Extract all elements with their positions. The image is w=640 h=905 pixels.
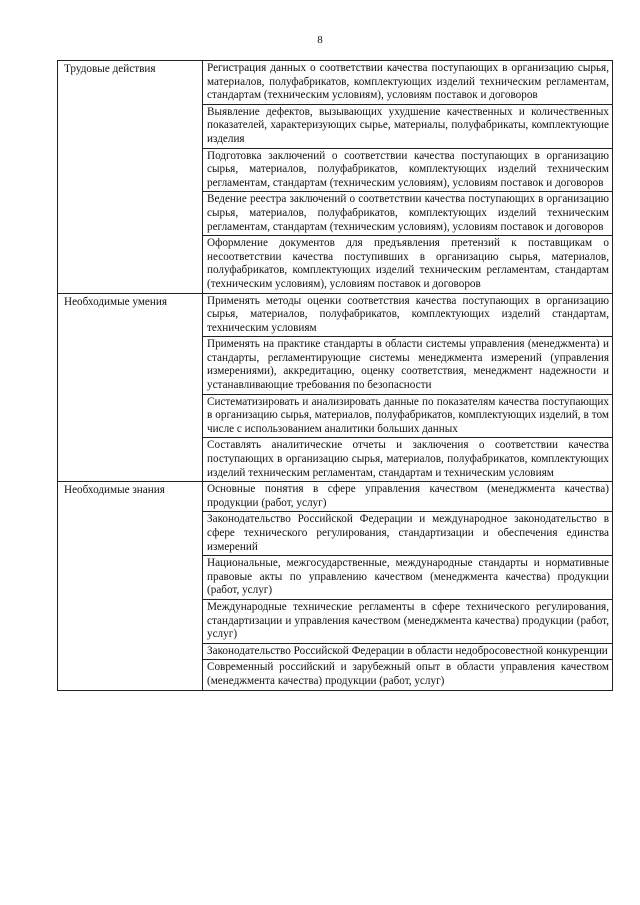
list-item: Регистрация данных о соответствии качества поступающих в организацию сырья, материалов, полуфабрикатов, комплектующих изделий техническим регламентам, стандартам (техническим условиям), условиям поставок и договоров (203, 61, 613, 105)
list-item: Основные понятия в сфере управления качеством (менеджмента качества) продукции (работ, услуг) (203, 482, 613, 512)
list-item: Составлять аналитические отчеты и заключения о соответствии качества поступающих в организацию сырья, материалов, полуфабрикатов, комплектующих изделий техническим регламентам, стандартам и техническим условиям (203, 438, 613, 482)
list-item: Подготовка заключений о соответствии качества поступающих в организацию сырья, материалов, полуфабрикатов, комплектующих изделий техническим регламентам, стандартам (техническим условиям), условиям поставок и договоров (203, 148, 613, 192)
list-item: Применять методы оценки соответствия качества поступающих в организацию сырья, материалов, полуфабрикатов, комплектующих изделий стандартам, техническим условиям (203, 293, 613, 337)
list-item: Оформление документов для предъявления претензий к поставщикам о несоответствии качества поступивших в организацию сырья, материалов, полуфабрикатов, комплектующих изделий техническим регламентам, стандартам (техническим условиям), условиям поставок и договоров (203, 236, 613, 293)
list-item: Национальные, межгосударственные, международные стандарты и нормативные правовые акты по управлению качеством (менеджмента качества) продукции (работ, услуг) (203, 556, 613, 600)
competency-table (57, 60, 613, 691)
list-item: Законодательство Российской Федерации в области недобросовестной конкуренции (203, 643, 613, 660)
list-item: Систематизировать и анализировать данные по показателям качества поступающих в организацию сырья, материалов, полуфабрикатов, комплектующих изделий, в том числе с использованием аналитики больших данных (203, 394, 613, 438)
list-item: Современный российский и зарубежный опыт в области управления качеством (менеджмента качества) продукции (работ, услуг) (203, 660, 613, 690)
list-item: Ведение реестра заключений о соответствии качества поступающих в организацию сырья, материалов, полуфабрикатов, комплектующих изделий техническим регламентам, стандартам (техническим условиям), условиям поставок и договоров (203, 192, 613, 236)
page-number: 8 (317, 34, 323, 46)
list-item: Законодательство Российской Федерации и международное законодательство в сфере технического регулирования, стандартизации и обеспечения единства измерений (203, 512, 613, 556)
list-item: Выявление дефектов, вызывающих ухудшение качественных и количественных показателей, характеризующих сырье, материалы, полуфабрикаты, комплектующие изделия (203, 104, 613, 148)
list-item: Применять на практике стандарты в области системы управления (менеджмента) и стандарты, регламентирующие системы менеджмента измерений (управления измерениями), аккредитацию, оценку соответствия, менеджмент надежности и устанавливающие требования по безопасности (203, 337, 613, 394)
table-row (58, 293, 613, 337)
section-label-labor-actions: Трудовые действия (58, 61, 203, 294)
section-label-required-knowledge: Необходимые знания (58, 482, 203, 690)
table-row (58, 61, 613, 105)
table-row (58, 482, 613, 512)
list-item: Международные технические регламенты в сфере технического регулирования, стандартизации и управления качеством (менеджмента качества) продукции (работ, услуг) (203, 599, 613, 643)
section-label-required-skills: Необходимые умения (58, 293, 203, 482)
